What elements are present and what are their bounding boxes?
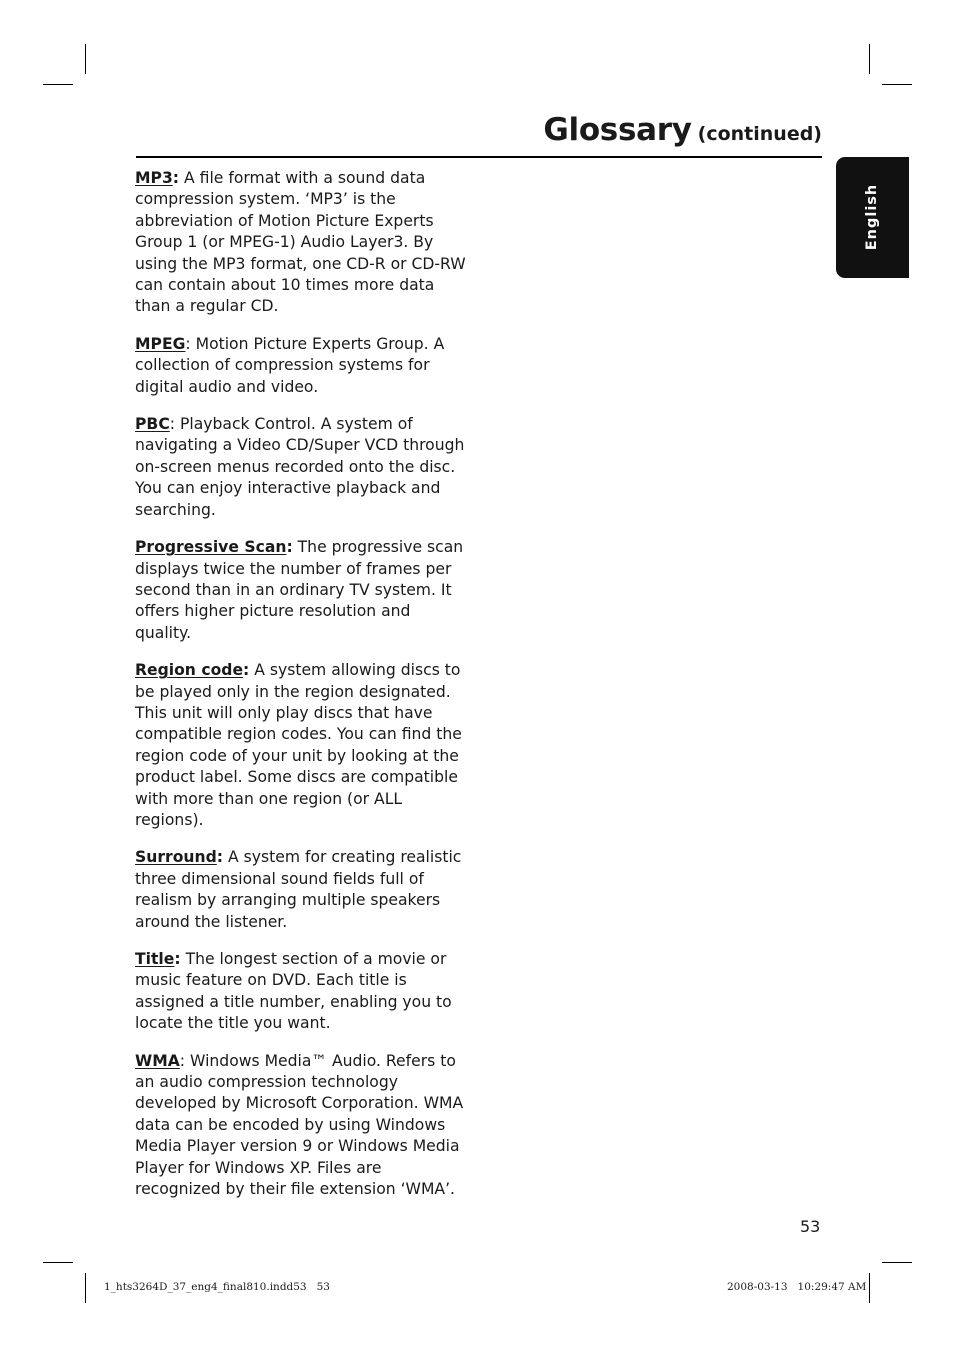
- page-title: Glossary: [543, 112, 692, 148]
- glossary-entry-progressive-scan: Progressive Scan: The progressive scan displays twice the number of frames per second than in an ordinary TV system. It offers higher picture resolution and quality.: [135, 538, 464, 642]
- footer-file-info: 1_hts3264D_37_eng4_final810.indd53 53: [104, 1281, 330, 1293]
- crop-mark: [43, 84, 73, 85]
- glossary-definition: : Motion Picture Experts Group. A collection of compression systems for digital audio and video.: [135, 334, 445, 396]
- glossary-term: Title: [135, 950, 175, 968]
- glossary-term: Progressive Scan: [135, 538, 287, 557]
- glossary-definition: A system for creating realistic three dimensional sound fields full of realism by arranging multiple speakers around the listener.: [135, 848, 462, 931]
- glossary-definition: : Playback Control. A system of navigating a Video CD/Super VCD through on-screen menus recorded onto the disc. You can enjoy interactive playback and searching.: [135, 415, 465, 519]
- glossary-definition: A file format with a sound data compression system. ‘MP3’ is the abbreviation of Motion Picture Experts Group 1 (or MPEG-1) Audio Layer3. By using the MP3 format, one CD-R or CD-RW can contain about 10 times more data than a regular CD.: [135, 169, 466, 316]
- glossary-entry-title: Title: The longest section of a movie or music feature on DVD. Each title is assigned a title number, enabling you to locate the title you want.: [135, 950, 452, 1033]
- glossary-definition: The progressive scan displays twice the number of frames per second than in an ordinary TV system. It offers higher picture resolution and quality.: [135, 538, 464, 642]
- crop-mark: [869, 1273, 870, 1303]
- glossary-definition: A system allowing discs to be played only in the region designated. This unit will only play discs that have compatible region codes. You can find the region code of your unit by looking at the product label. Some discs are compatible with more than one region (or ALL regions).: [135, 661, 462, 829]
- crop-mark: [869, 44, 870, 74]
- glossary-list: [135, 168, 470, 1216]
- glossary-term: Region code: [135, 661, 244, 680]
- glossary-entry-surround: Surround: A system for creating realistic three dimensional sound fields full of realism by arranging multiple speakers around the listener.: [135, 848, 462, 931]
- glossary-entry-wma: [135, 1051, 470, 1201]
- page-number: 53: [800, 1217, 821, 1236]
- page-header: [543, 112, 822, 148]
- glossary-entry-region-code: Region code: A system allowing discs to be played only in the region designated. This unit will only play discs that have compatible region codes. You can find the region code of your unit by looking at the product label. Some discs are compatible with more than one region (or ALL regions).: [135, 661, 462, 829]
- page-subtitle: (continued): [697, 123, 822, 145]
- glossary-term: PBC: [135, 415, 170, 434]
- glossary-definition: The longest section of a movie or music feature on DVD. Each title is assigned a title number, enabling you to locate the title you want.: [135, 950, 452, 1033]
- glossary-term: MPEG: [135, 334, 186, 353]
- crop-mark: [882, 1262, 912, 1263]
- glossary-entry-pbc: [135, 414, 470, 521]
- glossary-entry-mpeg: [135, 334, 470, 398]
- language-tab-label: English: [864, 183, 880, 251]
- language-tab: [836, 157, 909, 278]
- glossary-definition: : Windows Media™ Audio. Refers to an audio compression technology developed by Microsoft Corporation. WMA data can be encoded by using Windows Media Player version 9 or Windows Media Player for Windows XP. Files are recognized by their file extension ‘WMA’.: [135, 1051, 464, 1199]
- footer-timestamp: 2008-03-13 10:29:47 AM: [727, 1281, 867, 1293]
- crop-mark: [85, 1273, 86, 1303]
- header-rule: [136, 156, 822, 158]
- glossary-term: WMA: [135, 1051, 180, 1070]
- glossary-entry-mp3: MP3: A file format with a sound data compression system. ‘MP3’ is the abbreviation of Motion Picture Experts Group 1 (or MPEG-1) Audio Layer3. By using the MP3 format, one CD-R or CD-RW can contain about 10 times more data than a regular CD.: [135, 169, 466, 316]
- glossary-term: Surround: [135, 848, 217, 867]
- glossary-term: MP3: [135, 169, 173, 187]
- crop-mark: [882, 84, 912, 85]
- crop-mark: [43, 1262, 73, 1263]
- crop-mark: [85, 44, 86, 74]
